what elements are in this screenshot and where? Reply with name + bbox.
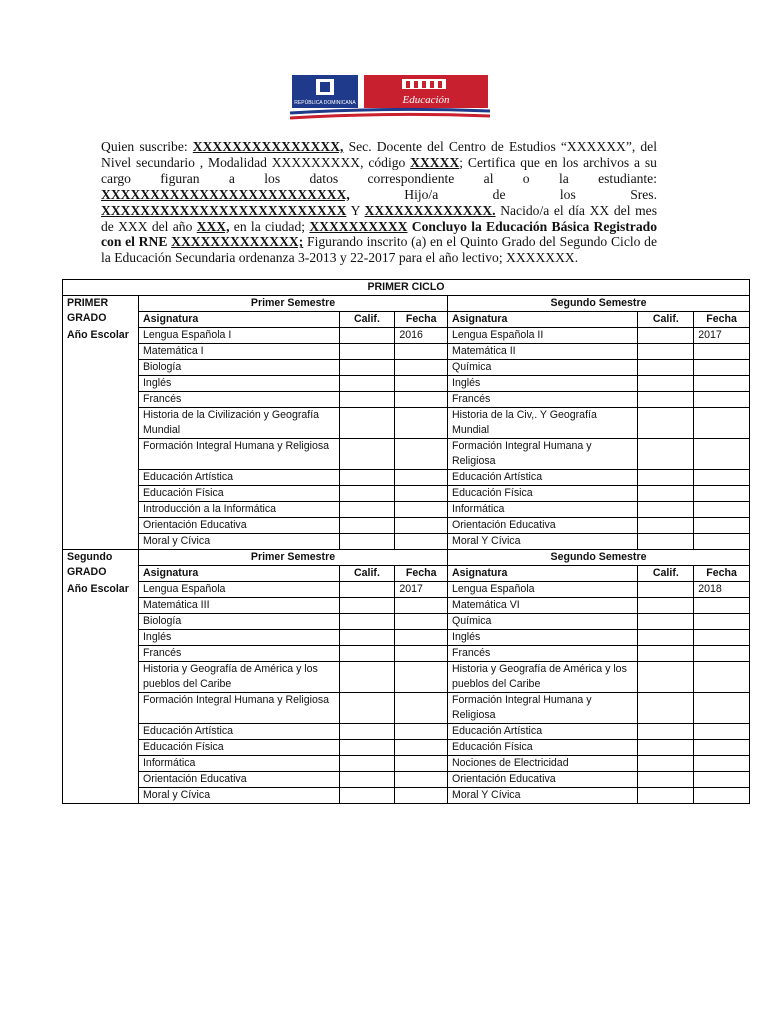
subject-row (63, 772, 750, 788)
subject-name: Moral y Cívica (138, 788, 339, 804)
semester2-header: Segundo Semestre (448, 550, 750, 566)
rne-number: XXXXXXXXXXXXX; (171, 234, 304, 250)
grade-cell (638, 344, 694, 360)
date-cell (395, 646, 448, 662)
grade-cell (638, 646, 694, 662)
grade-cell (339, 693, 395, 724)
subject-name: Educación Física (138, 486, 339, 502)
subject-row (63, 360, 750, 376)
subject-name: Educación Artística (138, 470, 339, 486)
grade-cell (638, 662, 694, 693)
col-calif: Calif. (638, 566, 694, 582)
date-cell (694, 344, 750, 360)
subject-row (63, 328, 750, 344)
grade-cell (638, 772, 694, 788)
grade-cell (339, 470, 395, 486)
subject-row (63, 598, 750, 614)
grade-cell (638, 439, 694, 470)
date-cell (395, 376, 448, 392)
subject-name: Formación Integral Humana y Religiosa (138, 693, 339, 724)
grade-cell (638, 788, 694, 804)
date-cell (395, 630, 448, 646)
grade-cell (339, 772, 395, 788)
date-cell: 2017 (694, 328, 750, 344)
center-code: XXXXX (410, 154, 460, 170)
col-fecha: Fecha (395, 566, 448, 582)
col-asignatura: Asignatura (138, 312, 339, 328)
subject-name: Matemática I (138, 344, 339, 360)
col-fecha: Fecha (694, 312, 750, 328)
grade-cell (339, 740, 395, 756)
date-cell (694, 439, 750, 470)
col-asignatura: Asignatura (448, 312, 638, 328)
subject-name: Historia y Geografía de América y los pueblos del Caribe (138, 662, 339, 693)
date-cell (395, 470, 448, 486)
date-cell (395, 772, 448, 788)
subject-name: Inglés (448, 630, 638, 646)
grade-label: PRIMER GRADO (63, 296, 139, 328)
logo-brand-text: Educación (402, 94, 450, 106)
subject-row (63, 502, 750, 518)
subject-name: Nociones de Electricidad (448, 756, 638, 772)
grade-cell (638, 408, 694, 439)
semester2-header: Segundo Semestre (448, 296, 750, 312)
date-cell: 2016 (395, 328, 448, 344)
semester-header-row (63, 296, 750, 312)
subject-row (63, 630, 750, 646)
subject-name: Orientación Educativa (448, 518, 638, 534)
ano-escolar-label: Año Escolar (63, 328, 139, 550)
date-cell (395, 502, 448, 518)
date-cell: 2017 (395, 582, 448, 598)
grade-cell (339, 598, 395, 614)
grade-cell (638, 693, 694, 724)
date-cell (395, 392, 448, 408)
logo-republica-text: REPÚBLICA DOMINICANA (294, 100, 356, 106)
birth-year: XXX, (196, 218, 230, 234)
semester1-header: Primer Semestre (138, 550, 447, 566)
col-calif: Calif. (638, 312, 694, 328)
date-cell (694, 392, 750, 408)
grade-cell (339, 724, 395, 740)
grade-cell (339, 328, 395, 344)
subject-row (63, 470, 750, 486)
grade-cell (638, 360, 694, 376)
subject-name: Inglés (138, 630, 339, 646)
column-header-row (63, 312, 750, 328)
subject-name: Educación Artística (138, 724, 339, 740)
date-cell (694, 360, 750, 376)
ano-escolar-label: Año Escolar (63, 582, 139, 804)
date-cell (694, 788, 750, 804)
date-cell (694, 408, 750, 439)
date-cell (694, 756, 750, 772)
subject-name: Francés (138, 392, 339, 408)
date-cell (694, 614, 750, 630)
subject-name: Lengua Española I (138, 328, 339, 344)
grade-cell (638, 328, 694, 344)
subject-name: Formación Integral Humana y Religiosa (448, 693, 638, 724)
date-cell (694, 470, 750, 486)
parent2-name: XXXXXXXXXXXXX. (364, 202, 496, 218)
date-cell (694, 630, 750, 646)
date-cell (395, 534, 448, 550)
subject-name: Formación Integral Humana y Religiosa (138, 439, 339, 470)
subject-name: Informática (448, 502, 638, 518)
grade-cell (339, 756, 395, 772)
subject-name: Orientación Educativa (138, 518, 339, 534)
subject-name: Biología (138, 360, 339, 376)
subject-name: Moral Y Cívica (448, 534, 638, 550)
grade-cell (638, 486, 694, 502)
subject-row (63, 724, 750, 740)
col-calif: Calif. (339, 566, 395, 582)
grade-cell (339, 486, 395, 502)
column-header-row (63, 566, 750, 582)
subject-row (63, 408, 750, 439)
subject-row (63, 788, 750, 804)
subject-row (63, 740, 750, 756)
table-title-row (63, 280, 750, 296)
subject-name: Matemática VI (448, 598, 638, 614)
grade-cell (339, 360, 395, 376)
subject-name: Educación Artística (448, 724, 638, 740)
subject-row (63, 693, 750, 724)
grade-cell (339, 344, 395, 360)
subject-row (63, 582, 750, 598)
subject-name: Informática (138, 756, 339, 772)
grade-cell (339, 534, 395, 550)
grade-cell (638, 534, 694, 550)
date-cell (395, 788, 448, 804)
subject-row (63, 614, 750, 630)
subject-name: Educación Física (448, 740, 638, 756)
subject-name: Orientación Educativa (138, 772, 339, 788)
date-cell (395, 439, 448, 470)
subject-name: Francés (138, 646, 339, 662)
grade-cell (339, 392, 395, 408)
grade-cell (339, 502, 395, 518)
grade-cell (638, 740, 694, 756)
subject-row (63, 439, 750, 470)
grade-label: Segundo GRADO (63, 550, 139, 582)
subject-name: Inglés (448, 376, 638, 392)
grade-cell (638, 518, 694, 534)
grade-cell (638, 630, 694, 646)
subject-name: Biología (138, 614, 339, 630)
date-cell (694, 518, 750, 534)
subject-name: Inglés (138, 376, 339, 392)
date-cell (694, 486, 750, 502)
grade-cell (339, 376, 395, 392)
director-name: XXXXXXXXXXXXXXX, (192, 139, 344, 154)
date-cell (694, 646, 750, 662)
grade-cell (339, 582, 395, 598)
subject-name: Moral y Cívica (138, 534, 339, 550)
date-cell (694, 598, 750, 614)
grade-cell (638, 502, 694, 518)
date-cell (694, 740, 750, 756)
subject-row (63, 344, 750, 360)
grade-cell (638, 470, 694, 486)
subject-name: Matemática II (448, 344, 638, 360)
subject-name: Historia y Geografía de América y los pueblos del Caribe (448, 662, 638, 693)
col-fecha: Fecha (395, 312, 448, 328)
date-cell (395, 740, 448, 756)
city-name: XXXXXXXXXX (309, 218, 408, 234)
date-cell (694, 772, 750, 788)
date-cell: 2018 (694, 582, 750, 598)
date-cell (395, 408, 448, 439)
subject-name: Introducción a la Informática (138, 502, 339, 518)
subject-row (63, 392, 750, 408)
grade-cell (638, 724, 694, 740)
date-cell (694, 534, 750, 550)
col-asignatura: Asignatura (138, 566, 339, 582)
subject-name: Historia de la Civilización y Geografía Mundial (138, 408, 339, 439)
subject-row (63, 756, 750, 772)
date-cell (694, 376, 750, 392)
grades-table (62, 279, 750, 804)
col-calif: Calif. (339, 312, 395, 328)
subject-row (63, 534, 750, 550)
subject-name: Química (448, 360, 638, 376)
grade-cell (339, 408, 395, 439)
date-cell (395, 360, 448, 376)
subject-row (63, 662, 750, 693)
grade-cell (638, 392, 694, 408)
semester-header-row (63, 550, 750, 566)
col-asignatura: Asignatura (448, 566, 638, 582)
subject-name: Formación Integral Humana y Religiosa (448, 439, 638, 470)
date-cell (395, 724, 448, 740)
subject-row (63, 518, 750, 534)
subject-name: Lengua Española II (448, 328, 638, 344)
date-cell (395, 662, 448, 693)
student-name: XXXXXXXXXXXXXXXXXXXXXXXXX, (101, 186, 350, 202)
parent1-name: XXXXXXXXXXXXXXXXXXXXXXXXX (101, 202, 347, 218)
grade-cell (638, 582, 694, 598)
date-cell (395, 344, 448, 360)
subject-name: Química (448, 614, 638, 630)
grade-cell (339, 788, 395, 804)
subject-name: Lengua Española (138, 582, 339, 598)
grade-cell (339, 518, 395, 534)
date-cell (395, 693, 448, 724)
date-cell (395, 598, 448, 614)
date-cell (694, 502, 750, 518)
subject-row (63, 646, 750, 662)
date-cell (395, 756, 448, 772)
date-cell (694, 662, 750, 693)
grade-cell (638, 376, 694, 392)
subject-name: Francés (448, 646, 638, 662)
grade-cell (339, 439, 395, 470)
semester1-header: Primer Semestre (138, 296, 447, 312)
subject-name: Matemática III (138, 598, 339, 614)
certificate-paragraph: Quien suscribe: XXXXXXXXXXXXXXX, Sec. Docente del Centro de Estudios “XXXXXX”, del Nivel secundario , Modalidad XXXXXXXXX, código XXXXX; Certifica que en los archivos a su cargo figuran a los datos correspondiente al o la estudiante: XXXXXXXXXXXXXXXXXXXXXXXXX, Hijo/a de los Sres. XXXXXXXXXXXXXXXXXXXXXXXXX Y XXXXXXXXXXXXX. Nacido/a el día XX del mes de XXX del año XXX, en la ciudad; XXXXXXXXXX Concluyo la Educación Básica Registrado con el RNE XXXXXXXXXXXXX; Figurando inscrito (a) en el Quinto Grado del Segundo Ciclo de la Educación Secundaria ordenanza 3-2013 y 22-2017 para el año lectivo; XXXXXXX. (101, 139, 658, 266)
subject-name: Educación Artística (448, 470, 638, 486)
grade-cell (339, 662, 395, 693)
subject-name: Educación Física (138, 740, 339, 756)
subject-name: Lengua Española (448, 582, 638, 598)
date-cell (694, 693, 750, 724)
subject-name: Moral Y Cívica (448, 788, 638, 804)
date-cell (395, 486, 448, 502)
subject-row (63, 376, 750, 392)
grade-cell (339, 614, 395, 630)
subject-name: Orientación Educativa (448, 772, 638, 788)
table-title: PRIMER CICLO (63, 280, 750, 296)
grade-cell (638, 614, 694, 630)
grade-cell (339, 630, 395, 646)
grade-cell (638, 598, 694, 614)
ministry-logo (290, 73, 490, 123)
date-cell (395, 614, 448, 630)
date-cell (694, 724, 750, 740)
date-cell (395, 518, 448, 534)
subject-name: Historia de la Civ,. Y Geografía Mundial (448, 408, 638, 439)
grade-cell (638, 756, 694, 772)
subject-row (63, 486, 750, 502)
subject-name: Francés (448, 392, 638, 408)
subject-name: Educación Física (448, 486, 638, 502)
col-fecha: Fecha (694, 566, 750, 582)
grade-cell (339, 646, 395, 662)
